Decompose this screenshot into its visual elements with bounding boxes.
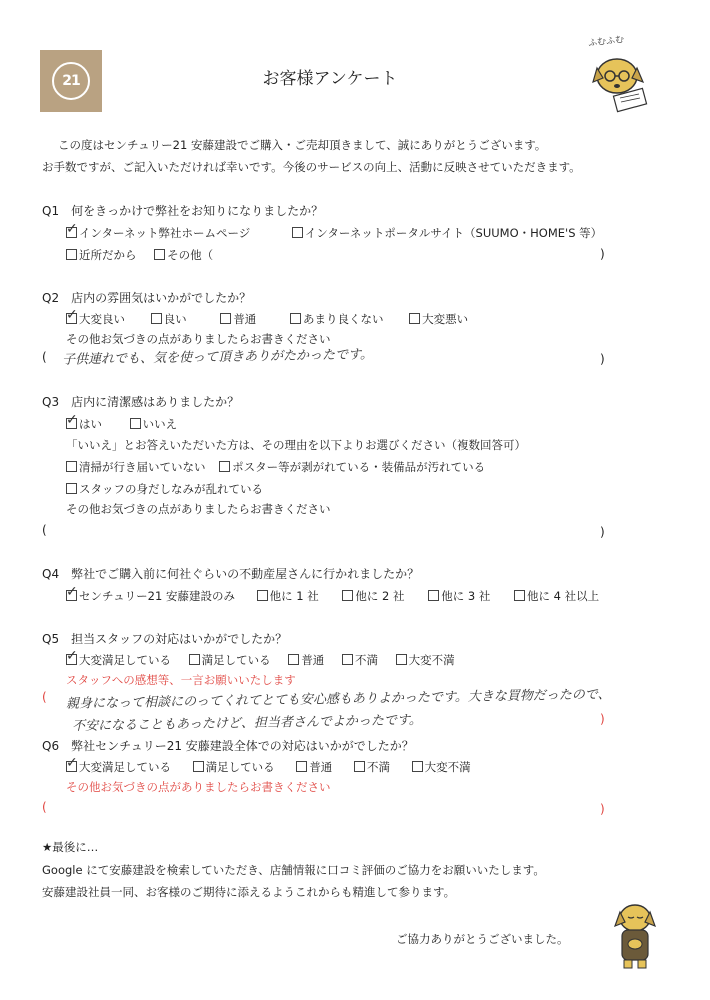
q2-question: Q2 店内の雰囲気はいかがでしたか？ xyxy=(42,291,252,305)
q1-option[interactable]: その他（ xyxy=(154,249,213,262)
paren-close: ) xyxy=(600,802,605,816)
q4-option[interactable]: 他に 3 社 xyxy=(428,590,490,603)
q2-option[interactable]: あまり良くない xyxy=(290,313,384,326)
mascot-sfx: ふむふむ xyxy=(587,35,625,49)
checkbox-icon xyxy=(290,313,301,324)
checkbox-icon xyxy=(130,418,141,429)
q6-option[interactable]: 大変不満 xyxy=(412,761,471,774)
checkbox-icon xyxy=(66,483,77,494)
page-title: お客様アンケート xyxy=(262,69,398,89)
q1-option[interactable]: 近所だから xyxy=(66,249,137,262)
q2-option[interactable]: 大変悪い xyxy=(409,313,468,326)
checkbox-icon xyxy=(66,654,77,665)
intro-line-2: お手数ですが、ご記入いただければ幸いです。今後のサービスの向上、活動に反映させていただきます。 xyxy=(42,160,581,174)
q3-followup: 「いいえ」とお答えいただいた方は、その理由を以下よりお選びください（複数回答可） xyxy=(66,438,526,452)
checkbox-icon xyxy=(66,227,77,238)
q5-handwritten-comment-line-1[interactable]: 親身になって相談にのってくれてとても安心感もありよかったです。大きな買物だったので、 xyxy=(65,687,611,712)
checkbox-icon xyxy=(354,761,365,772)
q5-comment-prompt: スタッフへの感想等、一言お願いいたします xyxy=(66,673,296,687)
mascot-bowing-icon xyxy=(607,898,663,970)
checkbox-icon xyxy=(219,461,230,472)
q1-row-1 xyxy=(66,227,616,240)
q3-options xyxy=(66,418,191,431)
logo-text: 21 xyxy=(52,62,90,100)
q5-option[interactable]: ✓大変満足している xyxy=(66,654,171,667)
q3-reasons-row-1 xyxy=(66,461,499,474)
q2-option[interactable]: 普通 xyxy=(220,313,256,326)
q5-handwritten-comment-line-2[interactable]: 不安になることもあったけど、担当者さんでよかったです。 xyxy=(71,712,422,735)
q6-option[interactable]: ✓大変満足している xyxy=(66,761,171,774)
checkbox-icon xyxy=(66,418,77,429)
q3-reason[interactable]: 清掃が行き届いていない xyxy=(66,461,206,474)
q4-option[interactable]: 他に 4 社以上 xyxy=(514,590,599,603)
thanks-message: ご協力ありがとうございました。 xyxy=(396,932,569,946)
q1-option[interactable]: インターネットポータルサイト（SUUMO・HOME'S 等） xyxy=(292,227,602,240)
footer-line-1: Google にて安藤建設を検索していただき、店舗情報に口コミ評価のご協力をお願いいたします。 xyxy=(42,863,545,877)
checkbox-icon xyxy=(151,313,162,324)
q5-question: Q5 担当スタッフの対応はいかがでしたか？ xyxy=(42,632,288,646)
checkbox-icon xyxy=(409,313,420,324)
checkbox-icon xyxy=(396,654,407,665)
paren-close: ) xyxy=(600,247,605,261)
checkbox-icon xyxy=(154,249,165,260)
paren-open: ( xyxy=(42,523,47,537)
q5-option[interactable]: 普通 xyxy=(288,654,324,667)
q5-option[interactable]: 大変不満 xyxy=(396,654,455,667)
q6-option[interactable]: 不満 xyxy=(354,761,390,774)
checkbox-icon xyxy=(342,590,353,601)
checkbox-icon xyxy=(514,590,525,601)
q3-comment-prompt: その他お気づきの点がありましたらお書きください xyxy=(66,502,331,516)
paren-open: ( xyxy=(42,690,47,704)
q2-comment-prompt: その他お気づきの点がありましたらお書きください xyxy=(66,332,331,346)
mascot-reading-icon xyxy=(585,34,655,114)
checkbox-icon xyxy=(257,590,268,601)
q6-options xyxy=(66,761,485,774)
q2-options xyxy=(66,313,482,326)
checkbox-icon xyxy=(66,313,77,324)
footer-heading: ★最後に… xyxy=(42,840,99,854)
q4-option[interactable]: 他に 2 社 xyxy=(342,590,404,603)
intro-line-1: この度はセンチュリー21 安藤建設でご購入・ご売却頂きまして、誠にありがとうございます。 xyxy=(58,138,547,152)
q6-question: Q6 弊社センチュリー21 安藤建設全体での対応はいかがでしたか？ xyxy=(42,739,414,753)
q4-option[interactable]: ✓センチュリー21 安藤建設のみ xyxy=(66,590,235,603)
checkbox-icon xyxy=(288,654,299,665)
checkbox-icon xyxy=(193,761,204,772)
q6-comment-prompt: その他お気づきの点がありましたらお書きください xyxy=(66,780,331,794)
q1-row-2 xyxy=(66,249,227,262)
q3-option[interactable]: いいえ xyxy=(130,418,178,431)
q5-option[interactable]: 満足している xyxy=(189,654,271,667)
checkbox-icon xyxy=(66,761,77,772)
q2-option[interactable]: ✓大変良い xyxy=(66,313,125,326)
q3-reason[interactable]: スタッフの身だしなみが乱れている xyxy=(66,483,263,496)
checkbox-icon xyxy=(66,590,77,601)
q5-option[interactable]: 不満 xyxy=(342,654,378,667)
checkbox-icon xyxy=(220,313,231,324)
paren-close: ) xyxy=(600,712,605,726)
q5-options xyxy=(66,654,469,667)
q3-question: Q3 店内に清潔感はありましたか？ xyxy=(42,395,240,409)
checkbox-icon xyxy=(66,249,77,260)
q3-reasons-row-2 xyxy=(66,483,277,496)
paren-close: ) xyxy=(600,352,605,366)
q6-option[interactable]: 満足している xyxy=(193,761,275,774)
paren-close: ) xyxy=(600,525,605,539)
q1-question: Q1 何をきっかけで弊社をお知りになりましたか？ xyxy=(42,204,324,218)
paren-open: ( xyxy=(42,800,47,814)
q2-handwritten-comment[interactable]: 子供連れでも、気を使って頂きありがたかったです。 xyxy=(61,347,374,368)
paren-open: ( xyxy=(42,350,47,364)
checkbox-icon xyxy=(342,654,353,665)
q3-reason[interactable]: ポスター等が剥がれている・装備品が汚れている xyxy=(219,461,485,474)
q4-option[interactable]: 他に 1 社 xyxy=(257,590,319,603)
q4-question: Q4 弊社でご購入前に何社ぐらいの不動産屋さんに行かれましたか？ xyxy=(42,567,420,581)
checkbox-icon xyxy=(428,590,439,601)
q3-option[interactable]: ✓はい xyxy=(66,418,102,431)
checkbox-icon xyxy=(296,761,307,772)
q2-option[interactable]: 良い xyxy=(151,313,187,326)
checkbox-icon xyxy=(189,654,200,665)
q6-option[interactable]: 普通 xyxy=(296,761,332,774)
footer-line-2: 安藤建設社員一同、お客様のご期待に添えるようこれからも精進して参ります。 xyxy=(42,885,456,899)
checkbox-icon xyxy=(412,761,423,772)
q1-option[interactable]: ✓インターネット弊社ホームページ xyxy=(66,227,250,240)
checkbox-icon xyxy=(66,461,77,472)
checkbox-icon xyxy=(292,227,303,238)
q4-options xyxy=(66,590,613,603)
